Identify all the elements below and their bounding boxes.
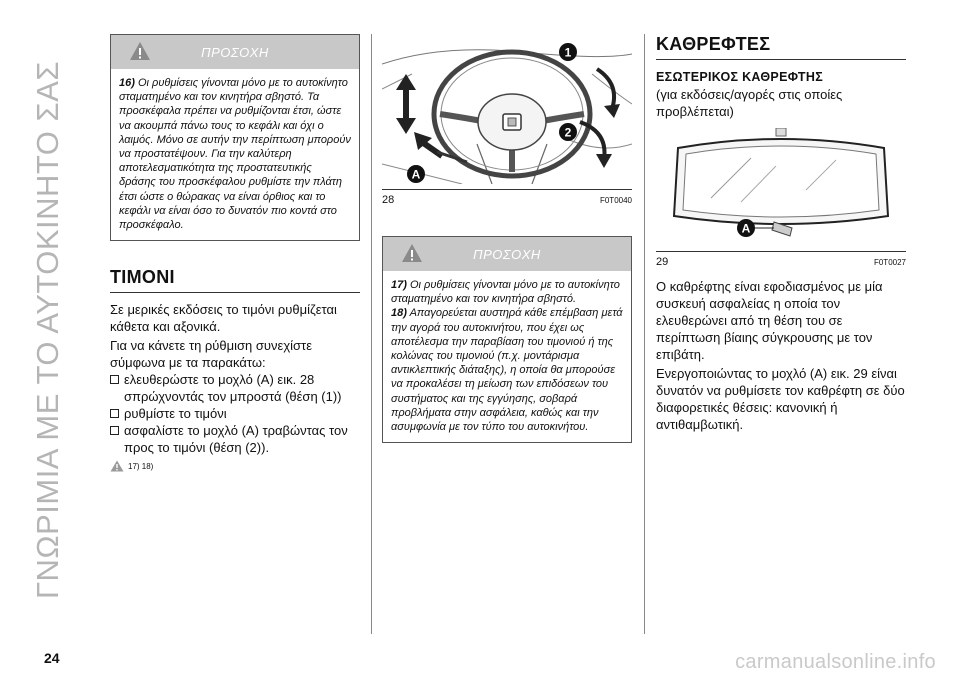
warning-text: Οι ρυθμίσεις γίνονται μόνο με το αυτοκίνητο σταματημένο και τον κινητήρα σβηστό. bbox=[391, 279, 620, 306]
warning-text: Απαγορεύεται αυστηρά κάθε επέμβαση μετά την αγορά του αυτοκινήτου, που έχει ως αποτέλεσμα την παραβίαση του τιμονιού ή της κολώνας του τιμονιού (π.χ. μοντάρισμα αντικλεπτικής διάταξης), η οποία θα μπορούσε να προκαλέσει τη μείωση των επιδόσεων του συστήματος και της εγγύησης, σοβαρά προβλήματα στην ασφάλεια, καθώς και την ασυμφωνία με τον τύπο του αυτοκινήτου. bbox=[391, 307, 623, 434]
figure-28 bbox=[382, 34, 632, 190]
callout-2-label: 2 bbox=[564, 125, 572, 140]
subsection-note: (για εκδόσεις/αγορές στις οποίες προβλέπεται) bbox=[656, 87, 843, 119]
figure-number: 29 bbox=[656, 256, 669, 268]
section-title-steering: ΤΙΜΟΝΙ bbox=[110, 267, 360, 293]
checkbox-square-icon bbox=[110, 375, 119, 384]
warning-box-16 bbox=[110, 34, 360, 241]
warning-header bbox=[111, 35, 359, 69]
figure-28-caption bbox=[382, 194, 632, 206]
right-column bbox=[656, 34, 906, 433]
bullet-item bbox=[110, 422, 360, 456]
note-number: 17) bbox=[391, 279, 407, 291]
warning-title: ΠΡΟΣΟΧΗ bbox=[201, 44, 269, 60]
bullet-text: ελευθερώστε το μοχλό (A) εικ. 28 σπρώχνοντάς τον μπροστά (θέση (1)) bbox=[124, 372, 342, 405]
subsection-title: ΕΣΩΤΕΡΙΚΟΣ ΚΑΘΡΕΦΤΗΣ bbox=[656, 70, 823, 84]
callout-a-label: A bbox=[411, 167, 421, 182]
warning-triangle-icon bbox=[129, 41, 151, 61]
note-number: 18) bbox=[391, 307, 407, 320]
warning-references bbox=[110, 460, 360, 472]
bullet-item bbox=[110, 405, 360, 422]
figure-code: F0T0027 bbox=[873, 258, 906, 267]
column-divider bbox=[644, 34, 645, 634]
steering-wheel-illustration bbox=[382, 34, 632, 184]
checkbox-square-icon bbox=[110, 426, 119, 435]
warning-text: Οι ρυθμίσεις γίνονται μόνο με το αυτοκίνητο σταματημένο και τον κινητήρα σβηστό. Τα προσκέφαλα πρέπει να ρυθμίζονται έτσι, ώστε να ακουμπά πάνω τους το κεφάλι και όχι ο λαιμός. Μόνο σε αυτήν την περίπτωση μπορούν να προστατέψουν. Για την καλύτερη αποτελεσματικότητα της προστατευτικής δράσης του προσκέφαλου ρυθμίστε την πλάτη έτσι ώστε ο θώρακας να είναι όρθιος και το κεφάλι να είναι όσο το δυνατόν πιο κοντά στο προσκέφαλο. bbox=[119, 77, 351, 232]
bullet-item bbox=[110, 371, 360, 405]
figure-29 bbox=[656, 128, 906, 252]
middle-column bbox=[382, 34, 632, 443]
warning-header bbox=[383, 237, 631, 271]
warning-body bbox=[111, 69, 359, 240]
left-column bbox=[110, 34, 360, 472]
bullet-text: ρυθμίστε το τιμόνι bbox=[124, 406, 227, 422]
steering-instructions: Για να κάνετε τη ρύθμιση συνεχίστε σύμφωνα με τα παρακάτω: bbox=[110, 338, 312, 371]
reference-numbers: 17) 18) bbox=[128, 461, 154, 471]
bullet-text: ασφαλίστε το μοχλό (A) τραβώντας τον προς το τιμόνι (θέση (2)). bbox=[124, 423, 348, 456]
warning-triangle-icon bbox=[401, 243, 423, 263]
note-number: 16) bbox=[119, 77, 135, 89]
warning-title: ΠΡΟΣΟΧΗ bbox=[473, 246, 541, 262]
watermark: carmanualsonline.info bbox=[735, 651, 936, 673]
warning-box-17-18 bbox=[382, 236, 632, 443]
callout-1-label: 1 bbox=[564, 45, 572, 60]
warning-body bbox=[383, 271, 631, 442]
rear-view-mirror-illustration bbox=[656, 128, 906, 246]
page-number: 24 bbox=[44, 650, 60, 666]
figure-code: F0T0040 bbox=[599, 196, 632, 205]
callout-a-label: A bbox=[741, 221, 751, 236]
mirror-description: Ο καθρέφτης είναι εφοδιασμένος με μία συσκευή ασφαλείας η οποία τον ελευθερώνει από τη θέση του σε περίπτωση βίαιης σύγκρουσης με τον επιβάτη. bbox=[656, 279, 883, 362]
chapter-side-title bbox=[18, 30, 78, 630]
chapter-title-text: ΓΝΩΡΙΜΙΑ ΜΕ ΤΟ ΑΥΤΟΚΙΝΗΤΟ ΣΑΣ bbox=[30, 60, 66, 600]
section-title-mirrors: ΚΑΘΡΕΦΤΕΣ bbox=[656, 34, 906, 60]
steering-intro: Σε μερικές εκδόσεις το τιμόνι ρυθμίζεται κάθετα και αξονικά. bbox=[110, 302, 337, 335]
figure-29-caption bbox=[656, 256, 906, 268]
mirror-adjustment: Ενεργοποιώντας το μοχλό (A) εικ. 29 είναι δυνατόν να ρυθμίσετε τον καθρέφτη σε δύο διαφορετικές θέσεις: κανονική ή αντιθαμβωτική. bbox=[656, 366, 905, 432]
figure-number: 28 bbox=[382, 194, 395, 206]
warning-triangle-icon bbox=[110, 460, 124, 472]
column-divider bbox=[371, 34, 372, 634]
checkbox-square-icon bbox=[110, 409, 119, 418]
